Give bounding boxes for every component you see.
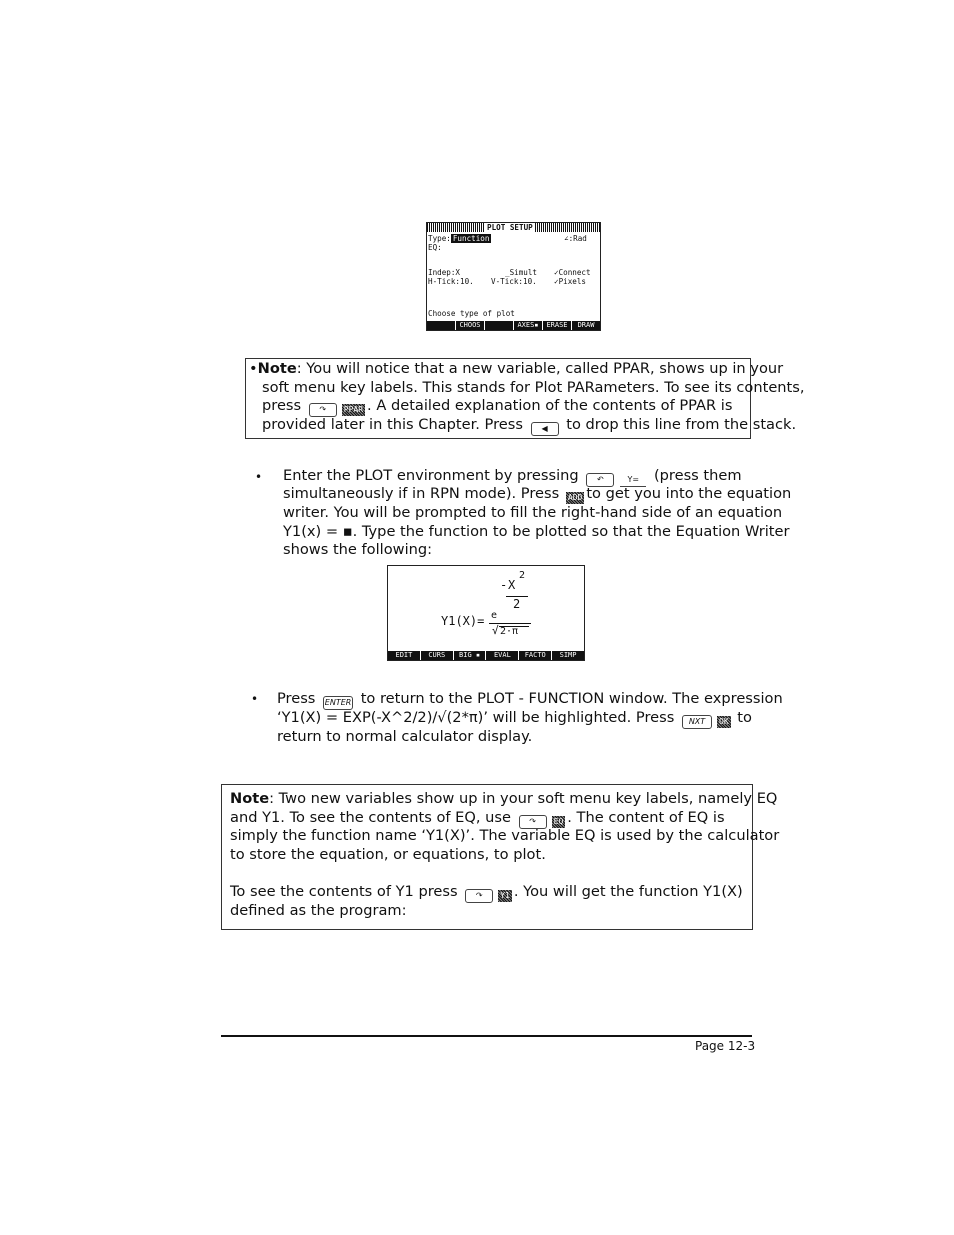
note-line (230, 790, 777, 809)
exponent-minus: - (500, 578, 508, 592)
bullet-line: shows the following: (283, 541, 433, 558)
htick-field: H-Tick:10. (428, 277, 474, 286)
softkey-draw: DRAW (571, 321, 600, 330)
softkey-simp: SIMP (551, 651, 584, 660)
sqrt-icon: √ (492, 624, 499, 637)
bullet-line: writer. You will be prompted to fill the right-hand side of an equation (283, 504, 783, 521)
softkey-choos: CHOOS (455, 321, 484, 330)
y-equals-key-icon: Y= (620, 474, 646, 487)
softkey-eq: EQ (553, 817, 564, 826)
right-shift-key-icon: ↷ (465, 889, 493, 903)
note-line: defined as the program: (230, 902, 407, 919)
page-number: Page 12-3 (695, 1039, 756, 1053)
softkey-edit: EDIT (395, 651, 413, 659)
body-text: ‘Y1(X) = EXP(-X^2/2)/√(2*π)’ will be highlighted. Press (277, 709, 675, 726)
bullet-line (277, 709, 752, 729)
bullet-line: Y1(x) = ▪. Type the function to be plotted so that the Equation Writer (283, 523, 790, 540)
note-text: : Two new variables show up in your soft menu key labels, namely EQ (269, 790, 778, 807)
bullet-line (283, 485, 791, 504)
bullet-icon: • (251, 692, 259, 706)
eq-label: EQ: (428, 243, 442, 252)
equation-lhs: Y1(X)= (441, 614, 485, 628)
softkey-bar (427, 321, 600, 330)
sqrt-content: 2·π (500, 626, 519, 637)
softkey-big: BIG ▪ (453, 651, 486, 660)
left-shift-key-icon: ↶ (586, 473, 614, 487)
type-value: Function (452, 234, 490, 243)
softkey-axes: AXES▪ (513, 321, 542, 330)
equation-writer-screen (387, 565, 585, 661)
hint-text: Choose type of plot (428, 309, 515, 318)
enter-key-icon: ENTER (323, 696, 353, 710)
body-text: to return to the PLOT - FUNCTION window. The expression (360, 690, 783, 707)
note-text: to drop this line from the stack. (566, 416, 797, 433)
note-line: simply the function name ‘Y1(X)’. The variable EQ is used by the calculator (230, 827, 780, 844)
note-text: press (262, 397, 302, 414)
bullet-line: return to normal calculator display. (277, 728, 533, 745)
softkey-ppar: PPAR (343, 405, 364, 414)
note-text: . The content of EQ is (567, 809, 725, 826)
vtick-field: V-Tick:10. (491, 277, 537, 286)
screen-title-bar (427, 223, 600, 232)
softkey-curs: CURS (420, 651, 453, 660)
screen-title: PLOT SETUP (487, 223, 533, 232)
softkey-erase: ERASE (542, 321, 571, 330)
bullet-icon: • (255, 470, 263, 484)
softkey-add: ADD (567, 493, 583, 502)
right-shift-key-icon: ↷ (309, 403, 337, 417)
simult-option: _Simult (505, 268, 538, 277)
note-line (262, 416, 796, 436)
softkey-ok: OK (719, 717, 729, 726)
note-label: Note (230, 790, 270, 807)
note-line (230, 883, 743, 903)
note-line: •Note: You will notice that a new variable, called PPAR, shows up in your (249, 360, 784, 377)
indep-field: Indep:X (428, 268, 461, 277)
bullet-line (277, 690, 783, 710)
type-label: Type: (428, 234, 451, 243)
pixels-option: ✓Pixels (554, 277, 587, 286)
note-line (230, 809, 725, 829)
note-box-ppar (245, 358, 805, 439)
nxt-key-icon: NXT (682, 715, 712, 729)
exponent-denominator: 2 (513, 597, 521, 611)
note-label: Note (257, 360, 297, 377)
note-line: soft menu key labels. This stands for Plot PARameters. To see its contents, (262, 379, 805, 396)
connect-option: ✓Connect (554, 268, 591, 277)
body-text: Enter the PLOT environment by pressing (283, 467, 579, 484)
angle-mode: ∠:Rad (564, 234, 587, 243)
softkey-y1: Y1 (500, 891, 510, 900)
equation-base: e (491, 610, 498, 621)
note-text: . You will get the function Y1(X) (513, 883, 743, 900)
right-shift-key-icon: ↷ (519, 815, 547, 829)
softkey (484, 321, 513, 330)
body-text: Press (277, 690, 316, 707)
exponent-power: 2 (519, 570, 526, 581)
softkey-bar (388, 651, 584, 660)
plot-setup-screen (426, 222, 601, 331)
note-text: To see the contents of Y1 press (230, 883, 458, 900)
backspace-key-icon: ◀ (531, 422, 559, 436)
softkey (427, 321, 455, 330)
bullet-line (283, 467, 742, 487)
type-row (428, 234, 491, 243)
note-line (262, 397, 732, 417)
footer-rule (221, 1035, 752, 1037)
body-text: to (737, 709, 752, 726)
note-box-eq (221, 784, 780, 930)
exponent-numerator: X (508, 578, 516, 592)
body-text: simultaneously if in RPN mode). Press (283, 485, 560, 502)
softkey-eval: EVAL (485, 651, 518, 660)
note-text: : You will notice that a new variable, called PPAR, shows up in your (296, 360, 784, 377)
note-text: provided later in this Chapter. Press (262, 416, 523, 433)
note-line: to store the equation, or equations, to plot. (230, 846, 546, 863)
body-text: to get you into the equation (586, 485, 792, 502)
note-text: . A detailed explanation of the contents of PPAR is (367, 397, 733, 414)
note-text: and Y1. To see the contents of EQ, use (230, 809, 511, 826)
softkey-facto: FACTO (518, 651, 551, 660)
body-text: (press them (653, 467, 742, 484)
